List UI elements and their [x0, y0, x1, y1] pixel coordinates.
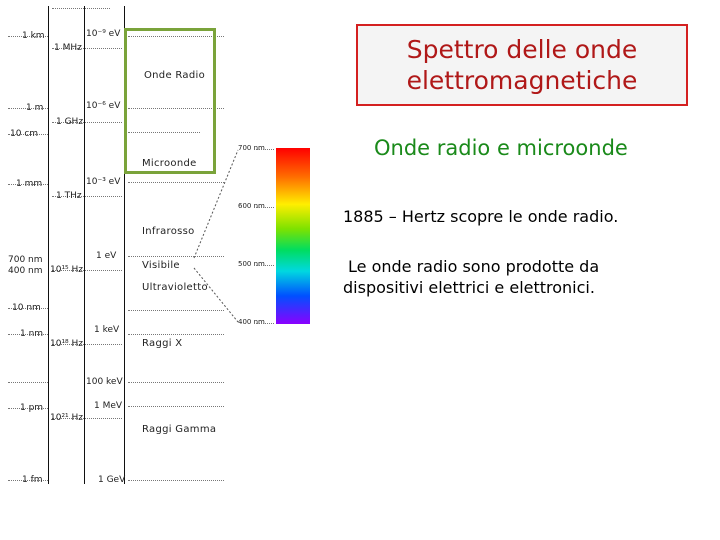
- region-label-microwave: Microonde: [142, 158, 197, 169]
- subtitle: Onde radio e microonde: [374, 136, 628, 160]
- energy-label: 1 MeV: [94, 401, 123, 411]
- wavelength-label: 1 pm: [20, 403, 44, 413]
- energy-label: 1 eV: [96, 251, 117, 261]
- energy-label: 1 GeV: [98, 475, 126, 485]
- visible-band-connector: [190, 140, 280, 330]
- grid-line: [52, 8, 110, 9]
- grid-line: [128, 480, 224, 481]
- region-label-infrared: Infrarosso: [142, 226, 195, 237]
- visible-scale-line: [256, 207, 274, 208]
- frequency-label: 10¹⁵ Hz: [50, 265, 84, 275]
- frequency-label: 10²¹ Hz: [50, 413, 84, 423]
- text-devices: [343, 256, 599, 298]
- energy-label: 100 keV: [86, 377, 123, 387]
- visible-scale-label: 700 nm: [238, 144, 265, 152]
- frequency-label: 1 MHz: [54, 43, 82, 53]
- visible-scale-line: [256, 265, 274, 266]
- wavelength-label: 1 fm: [22, 475, 43, 485]
- title-line-2: elettromagnetiche: [406, 66, 638, 95]
- region-label-ultraviolet: Ultravioletto: [142, 282, 208, 293]
- frequency-label: 10¹⁸ Hz: [50, 339, 84, 349]
- region-label-xray: Raggi X: [142, 338, 183, 349]
- visible-scale-label: 500 nm: [238, 260, 265, 268]
- visible-scale-line: [256, 323, 274, 324]
- grid-line: [8, 382, 48, 383]
- grid-line: [128, 334, 224, 335]
- frequency-axis: [84, 6, 85, 484]
- title-line-1: Spettro delle onde: [406, 35, 638, 64]
- wavelength-label: 1 m: [26, 103, 44, 113]
- energy-label: 10⁻⁹ eV: [86, 29, 121, 39]
- region-label-visible: Visibile: [142, 260, 180, 271]
- region-label-gamma: Raggi Gamma: [142, 424, 217, 435]
- title-box: [356, 24, 688, 106]
- frequency-label: 1 GHz: [56, 117, 84, 127]
- wavelength-label: 700 nm: [8, 255, 43, 265]
- energy-label: 1 keV: [94, 325, 120, 335]
- visible-spectrum-bar: [276, 148, 310, 324]
- region-label-radio: Onde Radio: [144, 70, 205, 81]
- wavelength-label: 1 km: [22, 31, 45, 41]
- wavelength-label: 1 mm: [16, 179, 43, 189]
- wavelength-label: 400 nm: [8, 266, 43, 276]
- visible-scale-label: 400 nm: [238, 318, 265, 326]
- visible-scale-label: 600 nm: [238, 202, 265, 210]
- visible-scale-line: [256, 149, 274, 150]
- energy-label: 10⁻⁶ eV: [86, 101, 121, 111]
- wavelength-axis: [48, 6, 49, 484]
- text-hertz: 1885 – Hertz scopre le onde radio.: [343, 207, 619, 226]
- grid-line: [128, 382, 224, 383]
- grid-line: [128, 406, 224, 407]
- text-devices-line-2: dispositivi elettrici e elettronici.: [343, 278, 595, 297]
- energy-label: 10⁻³ eV: [86, 177, 121, 187]
- text-devices-line-1: Le onde radio sono prodotte da: [348, 257, 600, 276]
- wavelength-label: 10 nm: [12, 303, 41, 313]
- wavelength-label: 10 cm: [10, 129, 39, 139]
- frequency-label: 1 THz: [56, 191, 82, 201]
- wavelength-label: 1 nm: [20, 329, 44, 339]
